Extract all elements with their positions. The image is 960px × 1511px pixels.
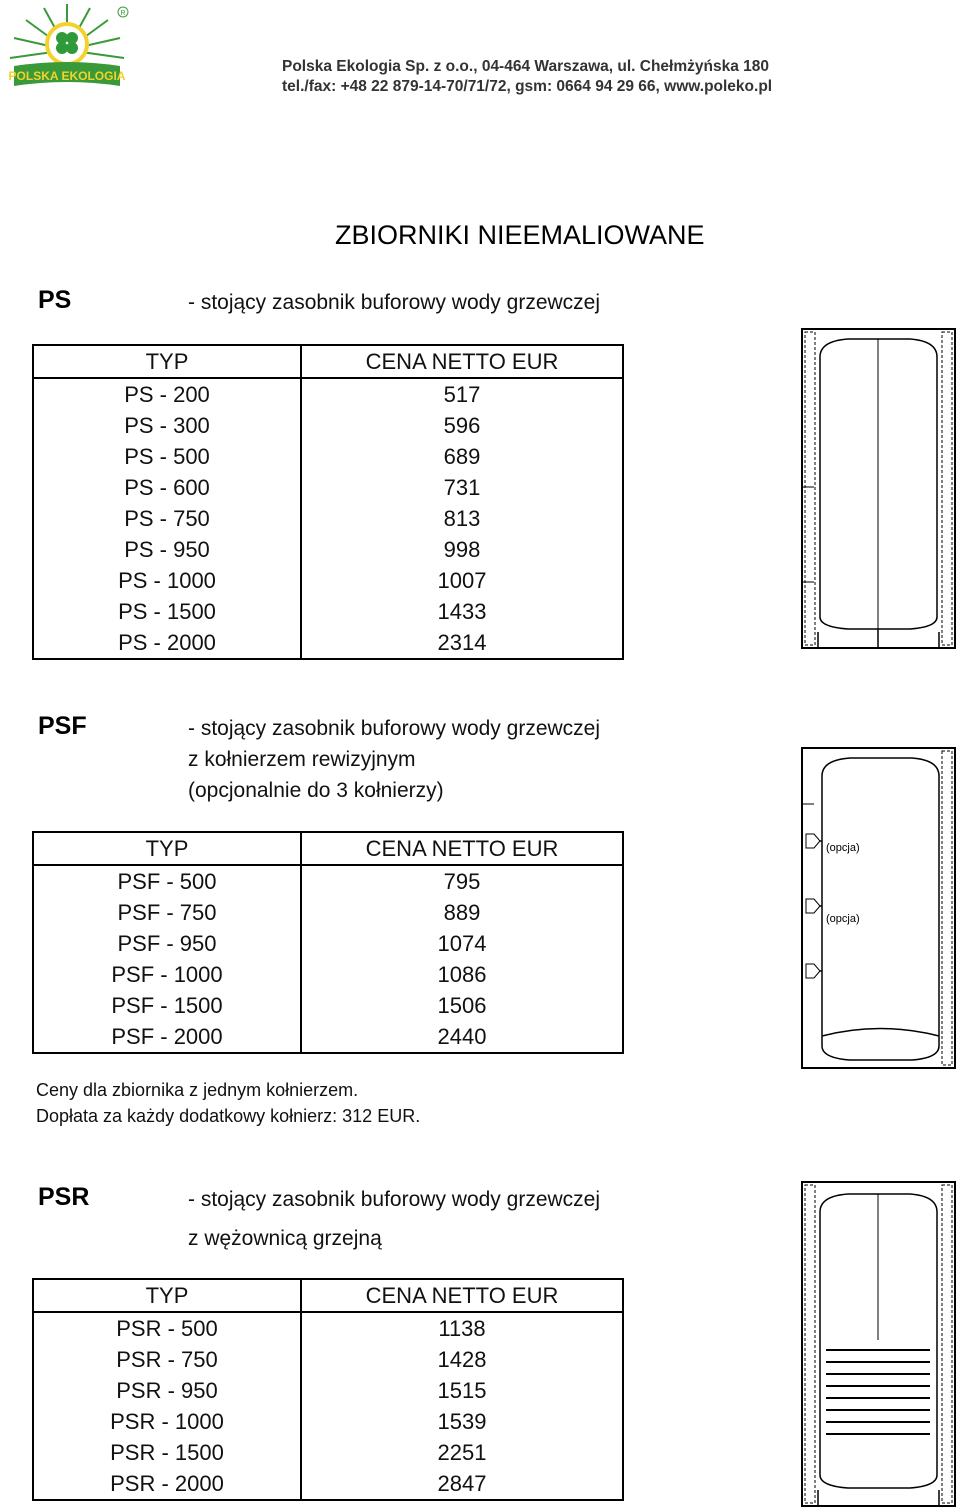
table-row bbox=[33, 1312, 623, 1344]
table-row bbox=[33, 503, 623, 534]
cell-type: PSR - 750 bbox=[33, 1344, 301, 1375]
table-row bbox=[33, 1375, 623, 1406]
cell-type: PSF - 950 bbox=[33, 928, 301, 959]
table-row bbox=[33, 1437, 623, 1468]
section-notes-psf bbox=[36, 1077, 420, 1129]
company-info bbox=[282, 58, 772, 96]
table-body bbox=[33, 865, 623, 1053]
column-header-price: CENA NETTO EUR bbox=[301, 345, 623, 378]
cell-type: PSF - 750 bbox=[33, 897, 301, 928]
description-line: - stojący zasobnik buforowy wody grzewczej bbox=[188, 291, 601, 314]
description-line: - stojący zasobnik buforowy wody grzewczej bbox=[188, 1188, 601, 1211]
cell-price: 1539 bbox=[437, 1409, 487, 1434]
cell-type: PS - 1000 bbox=[33, 565, 301, 596]
cell-type: PS - 950 bbox=[33, 534, 301, 565]
description-line: - stojący zasobnik buforowy wody grzewczej bbox=[188, 717, 601, 740]
table-header-row bbox=[33, 832, 623, 865]
cell-type: PS - 1500 bbox=[33, 596, 301, 627]
cell-price: 813 bbox=[443, 506, 481, 531]
table-row bbox=[33, 627, 623, 659]
column-header-price: CENA NETTO EUR bbox=[301, 1279, 623, 1312]
tank-drawing-psr bbox=[800, 1180, 957, 1508]
cell-price: 1086 bbox=[437, 962, 487, 987]
table-row bbox=[33, 378, 623, 410]
svg-text:R: R bbox=[120, 10, 126, 17]
cell-price: 2847 bbox=[437, 1471, 487, 1496]
cell-price: 1515 bbox=[437, 1378, 487, 1403]
cell-type: PS - 200 bbox=[33, 378, 301, 410]
table-row bbox=[33, 596, 623, 627]
column-header-type: TYP bbox=[33, 832, 301, 865]
cell-type: PSR - 1000 bbox=[33, 1406, 301, 1437]
cell-type: PS - 750 bbox=[33, 503, 301, 534]
section-code-ps: PS bbox=[38, 286, 72, 314]
cell-type: PSR - 1500 bbox=[33, 1437, 301, 1468]
cell-price: 2440 bbox=[437, 1024, 487, 1049]
cell-type: PSR - 2000 bbox=[33, 1468, 301, 1500]
table-body bbox=[33, 378, 623, 659]
company-logo bbox=[0, 0, 135, 100]
price-table-psf bbox=[32, 831, 624, 1054]
cell-type: PSR - 500 bbox=[33, 1312, 301, 1344]
cell-type: PSR - 950 bbox=[33, 1375, 301, 1406]
table-row bbox=[33, 959, 623, 990]
cell-type: PS - 500 bbox=[33, 441, 301, 472]
table-header-row bbox=[33, 345, 623, 378]
table-row bbox=[33, 441, 623, 472]
cell-price: 596 bbox=[443, 413, 481, 438]
drawing-label-option: (opcja) bbox=[826, 913, 860, 925]
svg-text:POLSKA EKOLOGIA: POLSKA EKOLOGIA bbox=[8, 69, 126, 83]
section-description-psf bbox=[188, 713, 600, 806]
cell-type: PS - 600 bbox=[33, 472, 301, 503]
cell-price: 1506 bbox=[437, 993, 487, 1018]
cell-price: 998 bbox=[443, 537, 481, 562]
section-code-psr: PSR bbox=[38, 1183, 90, 1211]
note-line: Ceny dla zbiornika z jednym kołnierzem. bbox=[36, 1080, 359, 1100]
company-contact: tel./fax: +48 22 879-14-70/71/72, gsm: 0664 94 29 66, www.poleko.pl bbox=[282, 78, 773, 95]
cell-type: PSF - 1000 bbox=[33, 959, 301, 990]
table-row bbox=[33, 1406, 623, 1437]
company-address: Polska Ekologia Sp. z o.o., 04-464 Warszawa, ul. Chełmżyńska 180 bbox=[282, 58, 770, 75]
cell-price: 689 bbox=[443, 444, 481, 469]
cell-price: 1074 bbox=[437, 931, 487, 956]
cell-type: PS - 300 bbox=[33, 410, 301, 441]
table-row bbox=[33, 410, 623, 441]
table-row bbox=[33, 472, 623, 503]
cell-price: 889 bbox=[443, 900, 481, 925]
cell-price: 1428 bbox=[437, 1347, 487, 1372]
column-header-type: TYP bbox=[33, 1279, 301, 1312]
table-row bbox=[33, 534, 623, 565]
cell-type: PSF - 2000 bbox=[33, 1021, 301, 1053]
table-row bbox=[33, 565, 623, 596]
cell-price: 1007 bbox=[437, 568, 487, 593]
description-line: z wężownicą grzejną bbox=[188, 1227, 382, 1250]
drawing-label-option: (opcja) bbox=[826, 842, 860, 854]
section-description-psr bbox=[188, 1184, 600, 1254]
table-row bbox=[33, 865, 623, 897]
cell-type: PSF - 500 bbox=[33, 865, 301, 897]
table-header-row bbox=[33, 1279, 623, 1312]
cell-price: 517 bbox=[443, 382, 481, 407]
cell-price: 2314 bbox=[437, 630, 487, 655]
tank-drawing-psf bbox=[800, 746, 957, 1070]
note-line: Dopłata za każdy dodatkowy kołnierz: 312 EUR. bbox=[36, 1106, 421, 1126]
tank-drawing-ps bbox=[800, 327, 957, 650]
table-row bbox=[33, 990, 623, 1021]
section-description-ps bbox=[188, 287, 600, 318]
cell-price: 795 bbox=[443, 869, 481, 894]
table-row bbox=[33, 1344, 623, 1375]
page-title: ZBIORNIKI NIEEMALIOWANE bbox=[335, 220, 705, 250]
table-body bbox=[33, 1312, 623, 1500]
section-code-psf: PSF bbox=[38, 712, 87, 740]
cell-type: PSF - 1500 bbox=[33, 990, 301, 1021]
table-row bbox=[33, 1021, 623, 1053]
table-row bbox=[33, 897, 623, 928]
cell-type: PS - 2000 bbox=[33, 627, 301, 659]
column-header-type: TYP bbox=[33, 345, 301, 378]
price-table-ps bbox=[32, 344, 624, 660]
cell-price: 1138 bbox=[438, 1316, 486, 1341]
cell-price: 2251 bbox=[437, 1440, 487, 1465]
cell-price: 731 bbox=[443, 475, 481, 500]
description-line: z kołnierzem rewizyjnym bbox=[188, 748, 416, 771]
description-line: (opcjonalnie do 3 kołnierzy) bbox=[188, 779, 444, 802]
table-row bbox=[33, 1468, 623, 1500]
table-row bbox=[33, 928, 623, 959]
price-table-psr bbox=[32, 1278, 624, 1501]
column-header-price: CENA NETTO EUR bbox=[301, 832, 623, 865]
cell-price: 1433 bbox=[437, 599, 487, 624]
